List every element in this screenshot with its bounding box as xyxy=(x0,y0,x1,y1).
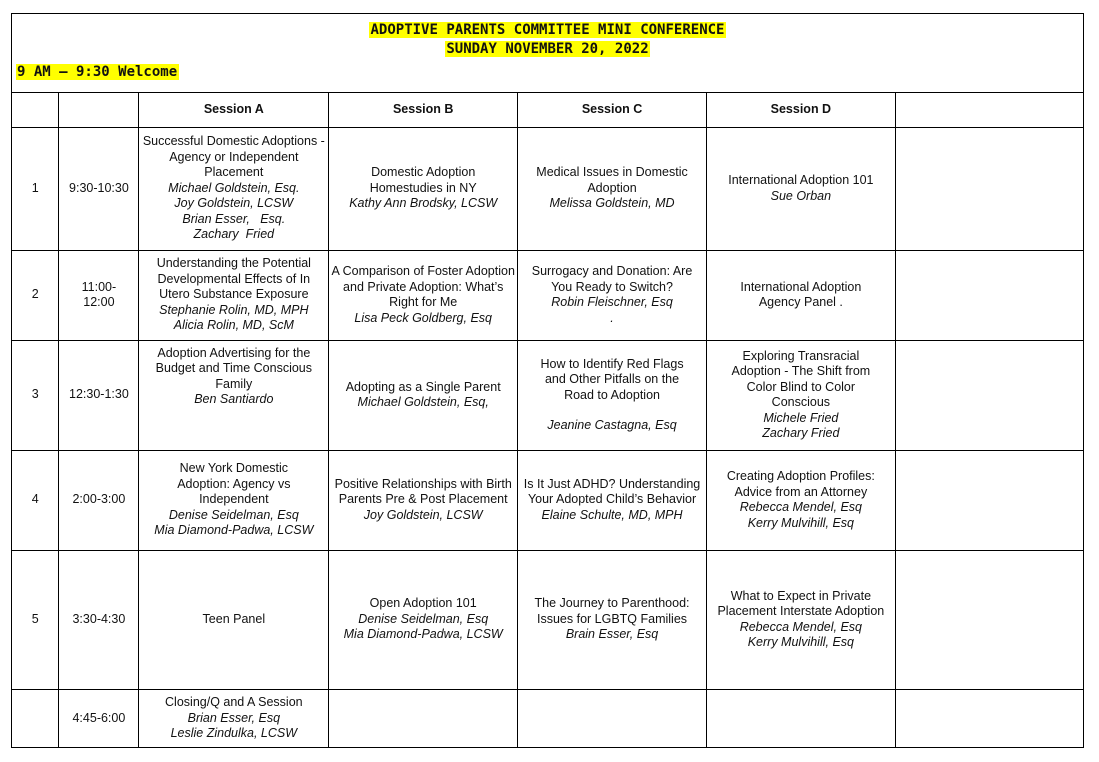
presenter: Stephanie Rolin, MD, MPH xyxy=(159,302,309,317)
presenter: Robin Fleischner, Esq xyxy=(551,295,673,309)
conference-title xyxy=(12,21,1083,59)
session-title: Is It Just ADHD? Understanding Your Adopted Child’s Behavior xyxy=(523,476,701,507)
table-row xyxy=(12,450,1083,550)
presenter: Denise Seidelman, Esq xyxy=(168,507,299,522)
session-a-cell xyxy=(139,250,329,340)
time-slot xyxy=(59,250,139,340)
presenter: Jeanine Castagna, Esq xyxy=(547,418,677,432)
header-cell-extra xyxy=(895,92,1083,127)
presenter: Joy Goldstein, LCSW xyxy=(174,196,294,211)
empty-cell xyxy=(895,127,1083,250)
header-session-d: Session D xyxy=(706,92,895,127)
presenter: Melissa Goldstein, MD xyxy=(549,196,675,211)
presenter: Alicia Rolin, MD, ScM xyxy=(173,318,294,333)
session-c-cell xyxy=(518,250,707,340)
session-title: Exploring Transracial Adoption - The Shift from Color Blind to Color Conscious xyxy=(731,348,871,409)
presenter: Denise Seidelman, Esq xyxy=(358,611,489,626)
session-title: How to Identify Red Flags and Other Pitfalls on the Road to Adoption xyxy=(540,356,684,402)
presenter: Zachary Fried xyxy=(193,227,275,242)
schedule-table xyxy=(12,92,1083,747)
presenter: Rebecca Mendel, Esq xyxy=(739,500,862,514)
empty-cell xyxy=(895,250,1083,340)
session-title: Domestic Adoption Homestudies in NY xyxy=(369,165,477,195)
session-title: Understanding the Potential Developmental Effects of In Utero Substance Exposure xyxy=(156,256,311,302)
presenter: Joy Goldstein, LCSW xyxy=(363,507,483,522)
row-number: 3 xyxy=(12,340,59,450)
session-title: Open Adoption 101 xyxy=(369,596,477,611)
session-b-cell xyxy=(329,340,518,450)
session-d-cell xyxy=(706,340,895,450)
session-title: What to Expect in Private Placement Interstate Adoption xyxy=(717,588,885,618)
empty-cell xyxy=(895,550,1083,689)
session-title: Adopting as a Single Parent xyxy=(345,379,501,394)
session-c-cell xyxy=(518,127,707,250)
table-row xyxy=(12,250,1083,340)
presenter: Kerry Mulvihill, Esq xyxy=(747,635,854,649)
time-slot: 3:30-4:30 xyxy=(59,550,139,689)
session-title: A Comparison of Foster Adoption and Private Adoption: What’s Right for Me xyxy=(331,264,515,309)
session-title: Medical Issues in Domestic Adoption xyxy=(536,165,688,195)
session-d-cell xyxy=(706,450,895,550)
session-d-cell xyxy=(706,550,895,689)
spacer xyxy=(520,403,704,418)
header-cell-time xyxy=(59,92,139,127)
welcome-text: 9 AM – 9:30 Welcome xyxy=(17,64,178,80)
session-title: The Journey to Parenthood: Issues for LGBTQ Families xyxy=(534,596,690,626)
session-b-cell xyxy=(329,250,518,340)
session-b-cell xyxy=(329,127,518,250)
presenter: Rebecca Mendel, Esq xyxy=(739,619,862,634)
presenter: Brain Esser, Esq xyxy=(565,627,659,642)
session-d-cell xyxy=(706,127,895,250)
schedule-document xyxy=(11,13,1084,748)
presenter: Brian Esser, Esq. xyxy=(182,211,286,226)
table-row xyxy=(12,689,1083,747)
presenter: Leslie Zindulka, LCSW xyxy=(170,726,298,740)
presenter: Kathy Ann Brodsky, LCSW xyxy=(349,196,498,211)
table-header-row xyxy=(12,92,1083,127)
row-number: 1 xyxy=(12,127,59,250)
presenter: Michael Goldstein, Esq. xyxy=(168,180,300,195)
empty-cell xyxy=(706,689,895,747)
row-number: 2 xyxy=(12,250,59,340)
presenter: Elaine Schulte, MD, MPH xyxy=(541,507,683,522)
presenter: Mia Diamond-Padwa, LCSW xyxy=(154,523,314,538)
session-d-cell xyxy=(706,250,895,340)
presenter: Michele Fried xyxy=(763,410,839,425)
session-title: International Adoption Agency Panel . xyxy=(740,279,862,309)
welcome-note xyxy=(16,62,179,82)
session-c-cell xyxy=(518,450,707,550)
empty-cell xyxy=(895,689,1083,747)
time-slot-text: 11:00-12:00 xyxy=(81,279,117,309)
presenter: Michael Goldstein, Esq, xyxy=(357,395,489,409)
presenter: Mia Diamond-Padwa, LCSW xyxy=(343,627,503,642)
session-c-cell xyxy=(518,340,707,450)
time-slot: 9:30-10:30 xyxy=(59,127,139,250)
session-title: International Adoption 101 xyxy=(728,173,874,187)
session-a-cell xyxy=(139,550,329,689)
time-slot: 12:30-1:30 xyxy=(59,340,139,450)
header-session-a: Session A xyxy=(139,92,329,127)
session-b-cell xyxy=(329,550,518,689)
session-title: Teen Panel xyxy=(202,611,266,626)
session-title: New York Domestic Adoption: Agency vs Independent xyxy=(177,461,291,507)
row-number xyxy=(12,689,59,747)
empty-cell xyxy=(329,689,518,747)
table-row xyxy=(12,340,1083,450)
presenter: . xyxy=(610,310,614,325)
presenter: Brian Esser, Esq xyxy=(187,710,281,725)
row-number: 5 xyxy=(12,550,59,689)
session-title: Adoption Advertising for the Budget and Time Conscious Family xyxy=(155,345,312,391)
table-row xyxy=(12,550,1083,689)
document-header xyxy=(12,14,1083,93)
session-title: Closing/Q and A Session xyxy=(165,695,303,709)
session-title: Surrogacy and Donation: Are You Ready to Switch? xyxy=(531,264,693,294)
session-title: Positive Relationships with Birth Parents Pre & Post Placement xyxy=(334,476,512,507)
session-title: Successful Domestic Adoptions - Agency or Independent Placement xyxy=(142,134,325,180)
title-line-1: ADOPTIVE PARENTS COMMITTEE MINI CONFERENCE xyxy=(370,22,725,38)
empty-cell xyxy=(518,689,707,747)
presenter: Kerry Mulvihill, Esq xyxy=(747,515,854,530)
row-number: 4 xyxy=(12,450,59,550)
header-cell-num xyxy=(12,92,59,127)
session-c-cell xyxy=(518,550,707,689)
presenter: Zachary Fried xyxy=(762,426,840,440)
time-slot: 4:45-6:00 xyxy=(59,689,139,747)
session-a-cell xyxy=(139,127,329,250)
empty-cell xyxy=(895,340,1083,450)
session-title: Creating Adoption Profiles: Advice from an Attorney xyxy=(726,469,875,499)
header-session-c: Session C xyxy=(518,92,707,127)
header-session-b: Session B xyxy=(329,92,518,127)
presenter: Ben Santiardo xyxy=(194,392,274,406)
session-a-cell xyxy=(139,450,329,550)
presenter: Sue Orban xyxy=(770,188,832,203)
time-slot: 2:00-3:00 xyxy=(59,450,139,550)
table-row xyxy=(12,127,1083,250)
session-b-cell xyxy=(329,450,518,550)
title-line-2: SUNDAY NOVEMBER 20, 2022 xyxy=(446,41,649,57)
session-a-cell xyxy=(139,340,329,450)
empty-cell xyxy=(895,450,1083,550)
session-a-cell xyxy=(139,689,329,747)
presenter: Lisa Peck Goldberg, Esq xyxy=(354,310,492,325)
